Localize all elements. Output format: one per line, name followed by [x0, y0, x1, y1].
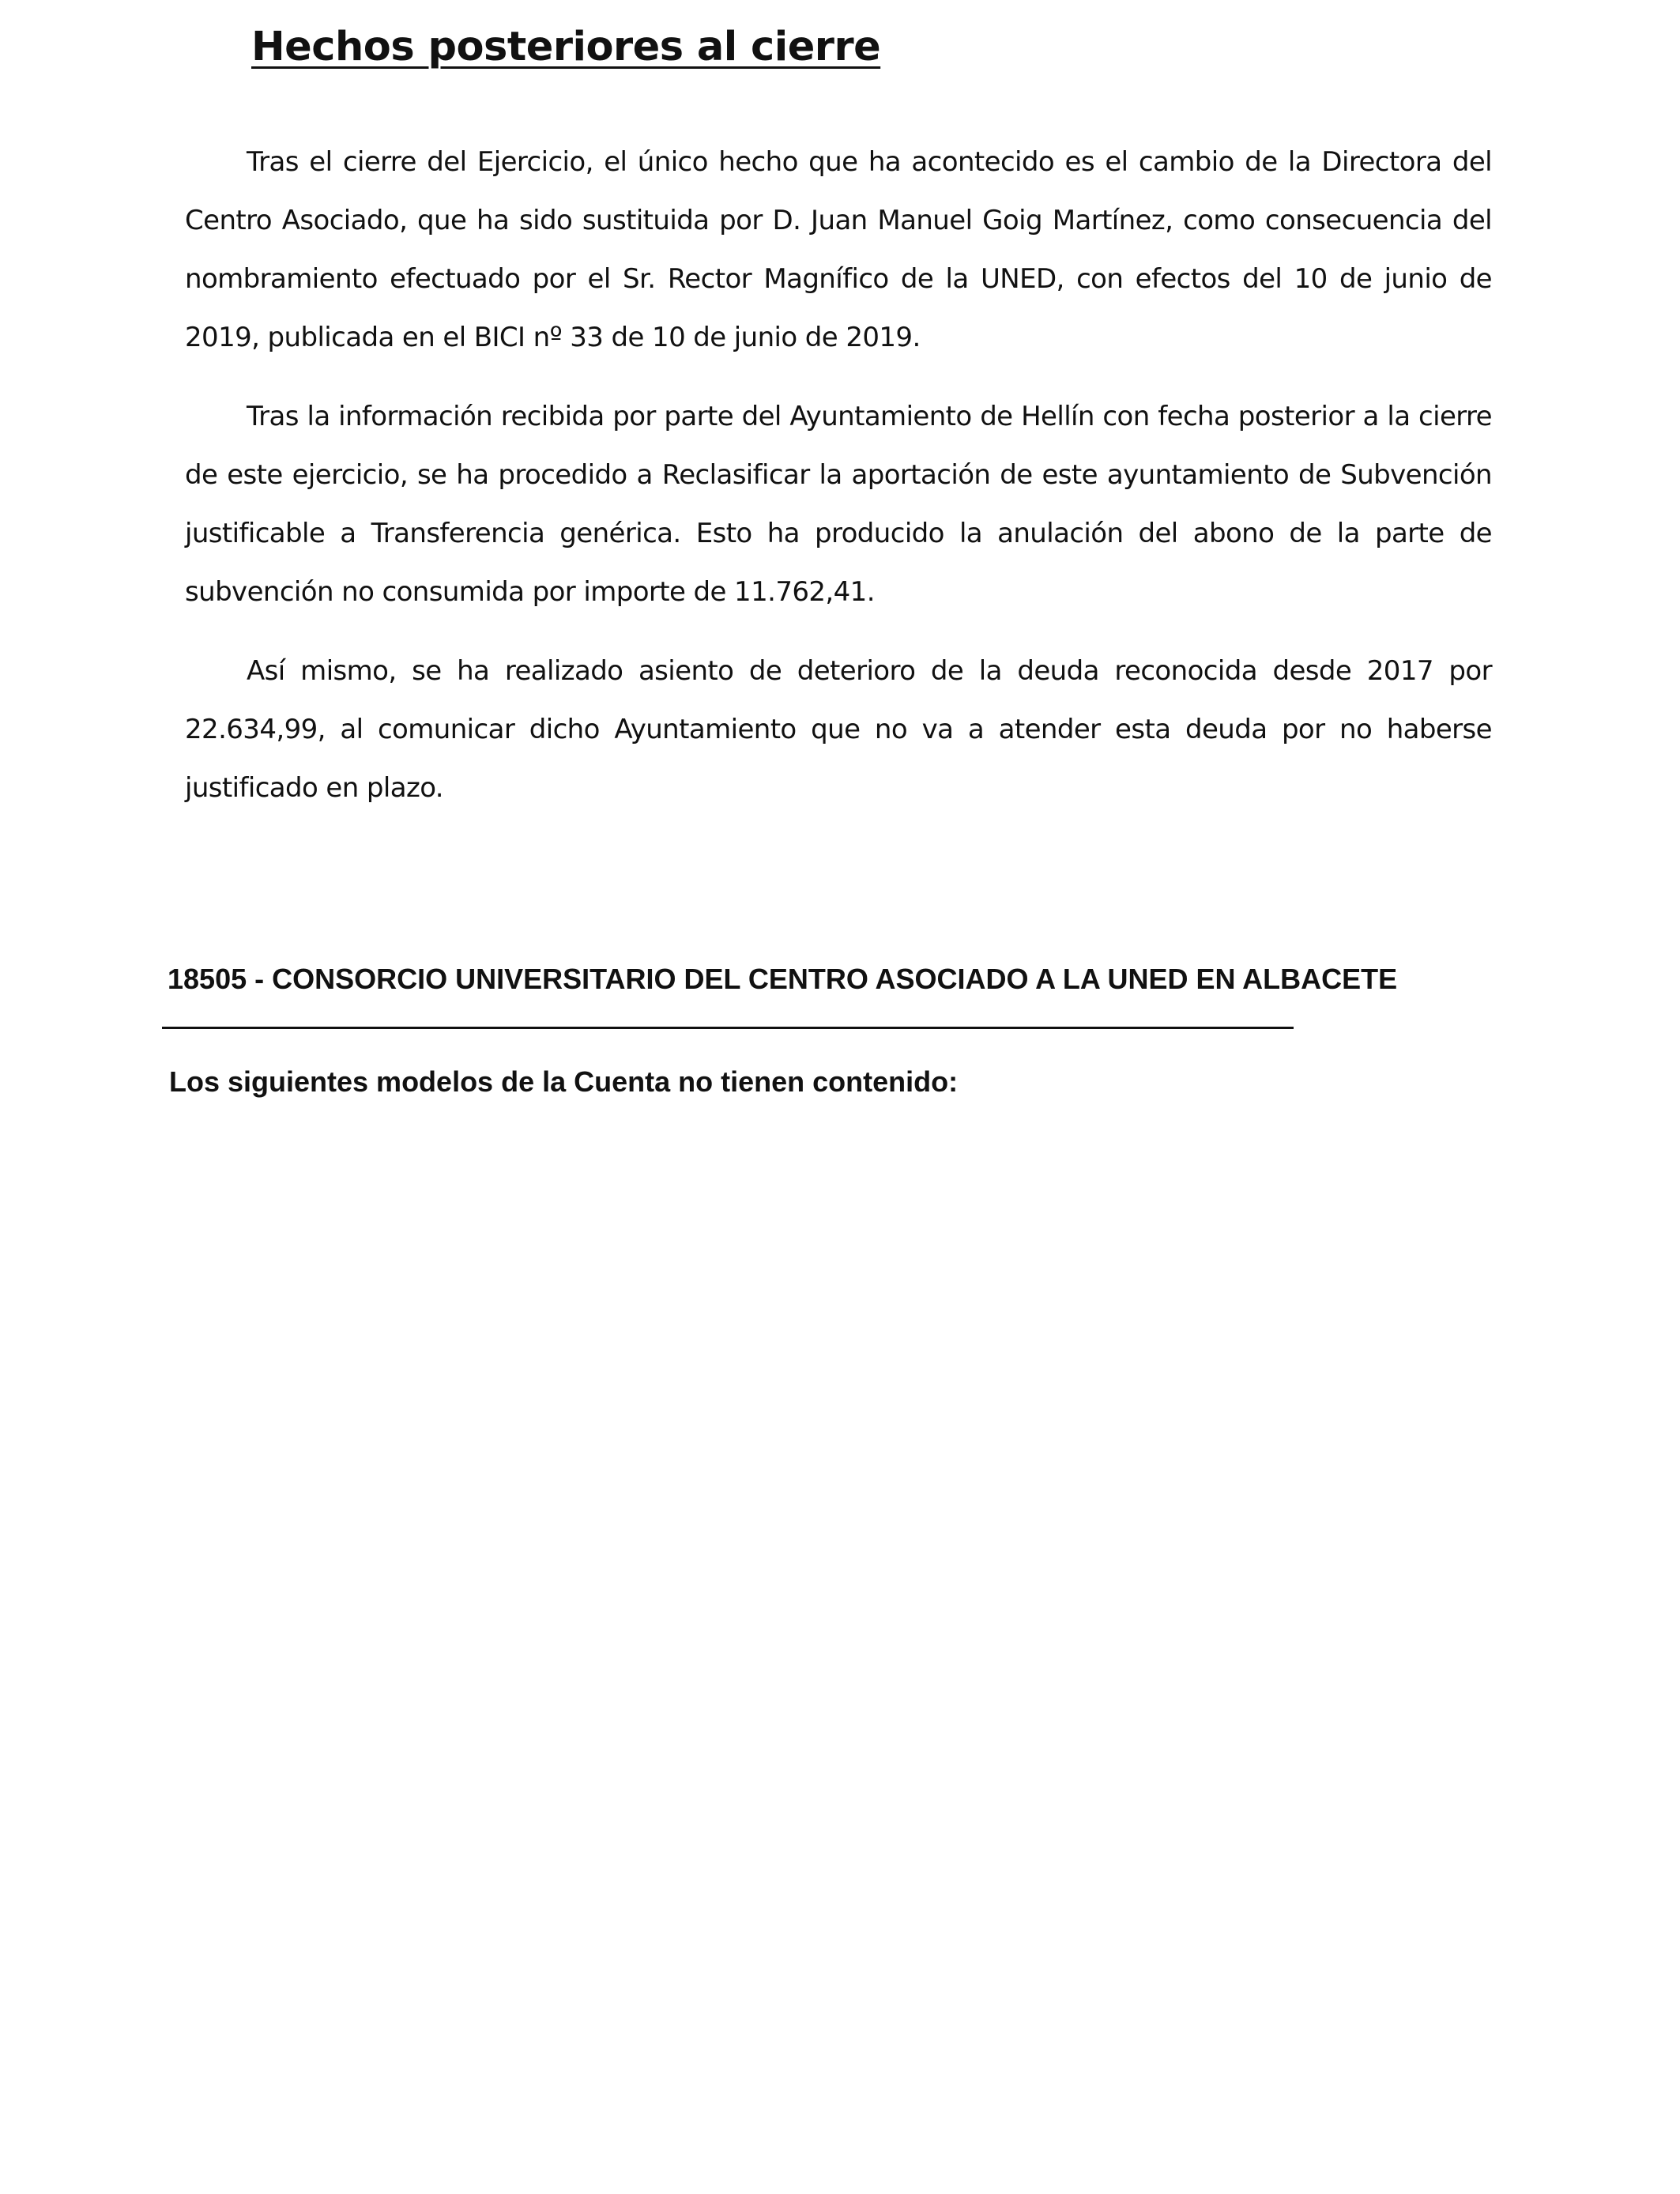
entity-heading: 18505 - CONSORCIO UNIVERSITARIO DEL CENTRO ASOCIADO A LA UNED EN ALBACETE [168, 963, 1398, 995]
section-title: Hechos posteriores al cierre [251, 24, 881, 70]
paragraph-reclasificacion: Tras la información recibida por parte del Ayuntamiento de Hellín con fecha posterior a la cierre de este ejercicio, se ha procedido a Reclasificar la aportación de este ayuntamiento de Subvención justificable a Transferencia genérica. Esto ha producido la anulación del abono de la parte de subvención no consumida por importe de 11.762,41. [185, 401, 1492, 608]
paragraph-directora-change: Tras el cierre del Ejercicio, el único hecho que ha acontecido es el cambio de la Directora del Centro Asociado, que ha sido sustituida por D. Juan Manuel Goig Martínez, como consecuencia del nombramiento efectuado por el Sr. Rector Magnífico de la UNED, con efectos del 10 de junio de 2019, publicada en el BICI nº 33 de 10 de junio de 2019. [185, 146, 1492, 353]
paragraph-deterioro: Así mismo, se ha realizado asiento de deterioro de la deuda reconocida desde 2017 por 22.634,99, al comunicar dicho Ayuntamiento que no va a atender esta deuda por no haberse justificado en plazo. [185, 655, 1492, 804]
empty-models-subheading: Los siguientes modelos de la Cuenta no tienen contenido: [169, 1065, 959, 1098]
heading-divider [162, 1027, 1294, 1029]
